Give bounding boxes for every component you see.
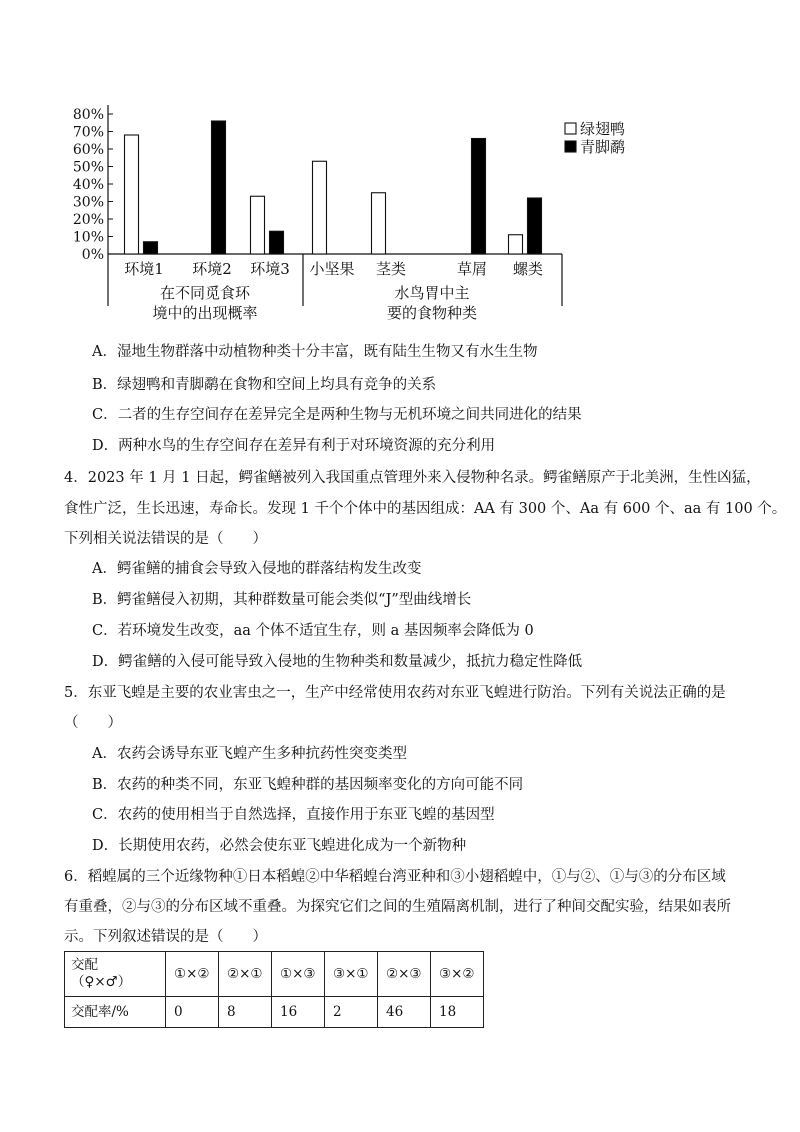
q5-option-b: B．农药的种类不同，东亚飞蝗种群的基因频率变化的方向可能不同 (92, 777, 524, 793)
table-header-label (65, 952, 166, 997)
table-cell-5: 46 (378, 997, 431, 1028)
q4-option-b: B．鳄雀鳝侵入初期，其种群数量可能会类似“J”型曲线增长 (92, 592, 472, 608)
chart-legend (565, 120, 625, 156)
q4-option-c: C．若环境发生改变，aa 个体不适宜生存，则 a 基因频率会降低为 0 (92, 623, 534, 639)
y-axis-ticks (73, 107, 113, 263)
bar (509, 235, 523, 254)
y-tick-label: 10% (72, 229, 104, 246)
bar (270, 231, 284, 254)
bar-chart (0, 0, 800, 330)
bar (313, 161, 327, 254)
y-tick-label: 30% (72, 194, 104, 211)
table-row (65, 997, 484, 1028)
y-tick-label: 20% (72, 212, 104, 228)
q5-option-d: D．长期使用农药，必然会使东亚飞蝗进化成为一个新物种 (92, 838, 467, 854)
chart-bars (125, 121, 542, 254)
x-tick-label: 环境2 (192, 260, 232, 278)
table-row-label: 交配率/% (65, 997, 166, 1028)
q4-option-d: D．鳄雀鳝的入侵可能导致入侵地的生物种类和数量减少，抵抗力稳定性降低 (92, 654, 583, 670)
q6-stem-line1: 6．稻蝗属的三个近缘物种①日本稻蝗②中华稻蝗台湾亚种和③小翅稻蝗中，①与②、①与③的分布区域 (64, 869, 726, 885)
table-cell-3: 16 (272, 997, 325, 1028)
bar (125, 135, 139, 254)
y-tick-label: 40% (72, 177, 104, 193)
q4-stem-line2: 食性广泛，生长迅速，寿命长。发现 1 千个个体中的基因组成：AA 有 300 个、Aa 有 600 个、aa 有 100 个。 (64, 501, 787, 517)
table-col-4: ③×① (325, 952, 378, 997)
table-col-5: ②×③ (378, 952, 431, 997)
x-tick-label: 环境1 (124, 260, 164, 278)
bar (372, 193, 386, 254)
table-col-3: ①×③ (272, 952, 325, 997)
y-tick-label: 50% (72, 159, 104, 176)
table-cell-2: 8 (219, 997, 272, 1028)
bar (212, 121, 226, 254)
bar (144, 242, 158, 254)
y-tick-label: 0% (81, 247, 104, 263)
q4-stem-line3: 下列相关说法错误的是（ ） (64, 531, 267, 547)
group-label-line2: 要的食物种类 (386, 304, 478, 322)
x-tick-label: 草屑 (456, 260, 488, 278)
q4-option-a: A．鳄雀鳝的捕食会导致入侵地的群落结构发生改变 (92, 561, 422, 577)
table-cell-4: 2 (325, 997, 378, 1028)
x-tick-label: 小坚果 (309, 260, 355, 278)
table-cell-1: 0 (166, 997, 219, 1028)
q5-stem-line1: 5．东亚飞蝗是主要的农业害虫之一，生产中经常使用农药对东亚飞蝗进行防治。下列有关说法正确的是 (64, 685, 726, 701)
q6-stem-line3: 示。下列叙述错误的是（ ） (64, 929, 267, 945)
y-tick-label: 60% (72, 142, 104, 158)
q3-option-a: A．湿地生物群落中动植物种类十分丰富，既有陆生生物又有水生生物 (92, 344, 538, 360)
bar (472, 139, 486, 255)
q6-stem-line2: 有重叠，②与③的分布区域不重叠。为探究它们之间的生殖隔离机制，进行了种间交配实验，结果如表所 (64, 899, 731, 915)
y-tick-label: 70% (72, 124, 104, 141)
table-cell-6: 18 (431, 997, 484, 1028)
legend-label: 青脚鹬 (580, 138, 626, 156)
q3-option-d: D．两种水鸟的生存空间存在差异有利于对环境资源的充分利用 (92, 438, 496, 454)
q5-stem-line2: （ ） (64, 715, 122, 731)
legend-swatch (565, 141, 576, 152)
legend-label: 绿翅鸭 (580, 120, 626, 138)
group-label-line1: 水鸟胃中主 (394, 284, 470, 302)
table-header-line1: 交配 (71, 957, 98, 973)
table-header-row (65, 952, 484, 997)
q3-option-b: B．绿翅鸭和青脚鹬在食物和空间上均具有竞争的关系 (92, 377, 437, 393)
x-tick-label: 茎类 (375, 260, 407, 278)
bar (528, 198, 542, 254)
mating-rate-table (64, 951, 484, 1028)
group-label-line2: 境中的出现概率 (152, 304, 258, 322)
bar (251, 196, 265, 254)
q5-option-a: A．农药会诱导东亚飞蝗产生多种抗药性突变类型 (92, 746, 407, 762)
y-tick-label: 80% (72, 107, 104, 123)
q5-option-c: C．农药的使用相当于自然选择，直接作用于东亚飞蝗的基因型 (92, 807, 495, 823)
group-labels (152, 284, 477, 322)
x-tick-label: 螺类 (512, 260, 544, 278)
table-col-1: ①×② (166, 952, 219, 997)
legend-swatch (565, 123, 576, 134)
table-col-2: ②×① (219, 952, 272, 997)
q3-option-c: C．二者的生存空间存在差异完全是两种生物与无机环境之间共同进化的结果 (92, 407, 582, 423)
table-col-6: ③×② (431, 952, 484, 997)
table-header-line2: （♀×♂） (71, 974, 132, 990)
group-label-line1: 在不同觅食环 (159, 284, 251, 302)
x-tick-label: 环境3 (250, 260, 290, 278)
q4-stem-line1: 4．2023 年 1 月 1 日起，鳄雀鳝被列入我国重点管理外来入侵物种名录。鳄雀鳝原产于北美洲，生性凶猛， (64, 470, 761, 486)
x-axis-labels (124, 260, 543, 278)
